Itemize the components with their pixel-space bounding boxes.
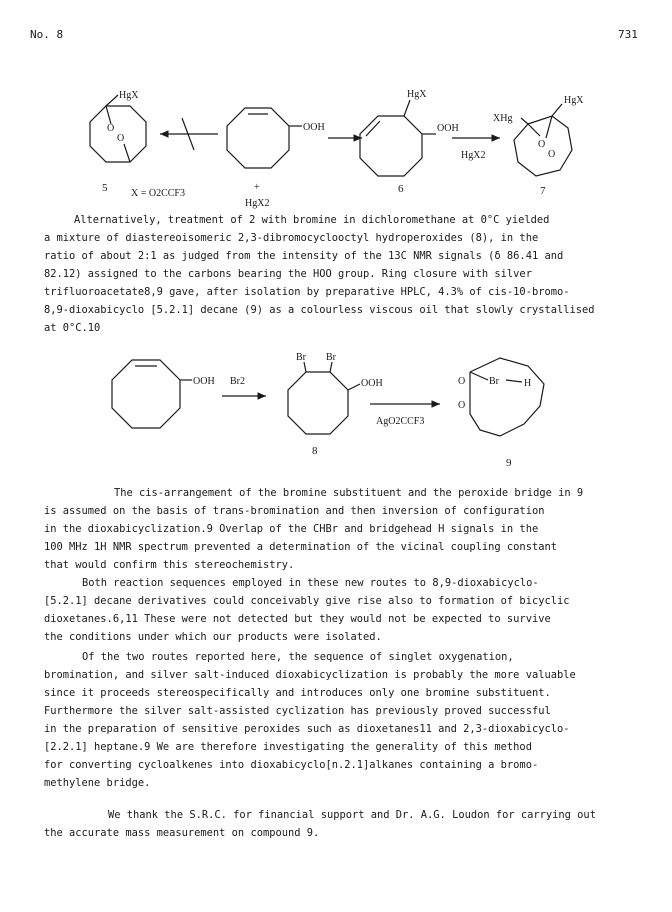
text-line: bromination, and silver salt-induced dioxabicyclization is probably the more valuable [44, 669, 576, 681]
compound-6-ooh-label: OOH [437, 123, 459, 134]
arrow-reagent-label: HgX2 [461, 150, 486, 161]
compound-8-ooh-label: OOH [361, 378, 383, 389]
text-line: Of the two routes reported here, the sequence of singlet oxygenation, [82, 651, 514, 663]
svg-text:O: O [538, 139, 546, 150]
mercury-salt-label: HgX2 [245, 198, 270, 209]
text-line: Both reaction sequences employed in these new routes to 8,9-dioxabicyclo- [82, 577, 539, 589]
compound-8-number: 8 [312, 445, 318, 457]
compound-7-xhg-label: XHg [493, 113, 513, 124]
text-line: in the preparation of sensitive peroxides such as dioxetanes11 and 2,3-dioxabicyclo- [44, 723, 570, 735]
svg-text:O: O [548, 149, 556, 160]
bromine-label-b: Br [326, 352, 336, 363]
svg-text:O: O [458, 400, 466, 411]
hydroperoxide-label: OOH [303, 122, 325, 133]
text-line: 8,9-dioxabicyclo [5.2.1] decane (9) as a colourless viscous oil that slowly crystallised [44, 304, 595, 316]
paragraph-acknowledgement [44, 806, 596, 842]
text-line: Alternatively, treatment of 2 with bromine in dichloromethane at 0°C yielded [74, 214, 550, 226]
x-definition: X = O2CCF3 [131, 188, 185, 199]
compound-5-number: 5 [102, 182, 108, 194]
scheme-1 [0, 0, 672, 240]
compound-6-number: 6 [398, 183, 404, 195]
text-line: 82.12) assigned to the carbons bearing the HOO group. Ring closure with silver [44, 268, 532, 280]
compound-9-br-label: Br [489, 376, 499, 387]
cyclooctenyl-hydroperoxide-structure [227, 108, 302, 168]
paragraph-conclusion [44, 648, 576, 792]
plus-sign: + [254, 182, 260, 193]
svg-text:O: O [107, 123, 115, 134]
bromine-label-a: Br [296, 352, 306, 363]
text-line: at 0°C.10 [44, 322, 101, 334]
silver-reagent-label: AgO2CCF3 [376, 416, 425, 427]
text-line: [2.2.1] heptane.9 We are therefore investigating the generality of this method [44, 741, 532, 753]
text-line: a mixture of diastereoisomeric 2,3-dibromocyclooctyl hydroperoxides (8), in the [44, 232, 539, 244]
compound-7-hgx-label: HgX [564, 95, 584, 106]
compound-5-hgx-label: HgX [119, 90, 139, 101]
text-line: since it proceeds stereospecifically and introduces only one bromine substituent. [44, 687, 551, 699]
paragraph-bromination [44, 211, 595, 337]
text-line: ratio of about 2:1 as judged from the intensity of the 13C NMR signals (δ 86.41 and [44, 250, 564, 262]
svg-text:O: O [117, 133, 125, 144]
compound-9-structure [458, 358, 544, 436]
sm-ooh-label: OOH [193, 376, 215, 387]
text-line: 100 MHz 1H NMR spectrum prevented a determination of the vicinal coupling constant [44, 541, 557, 553]
text-line: We thank the S.R.C. for financial support and Dr. A.G. Loudon for carrying out [108, 809, 596, 821]
text-line: [5.2.1] decane derivatives could conceivably give rise also to formation of bicyclic [44, 595, 570, 607]
compound-7-structure [514, 104, 572, 176]
text-line: dioxetanes.6,11 These were not detected but they would not be expected to survive [44, 613, 551, 625]
text-line: The cis-arrangement of the bromine substituent and the peroxide bridge in 9 [114, 487, 584, 499]
text-line: that would confirm this stereochemistry. [44, 559, 295, 571]
text-line: the conditions under which our products were isolated. [44, 631, 382, 643]
compound-8-structure [288, 362, 360, 434]
compound-9-number: 9 [506, 457, 512, 469]
text-line: Furthermore the silver salt-assisted cyclization has previously proved successful [44, 705, 551, 717]
scheme-2 [0, 340, 672, 470]
compound-5-structure [90, 95, 146, 162]
text-line: for converting cycloalkenes into dioxabicyclo[n.2.1]alkanes containing a bromo- [44, 759, 539, 771]
paragraph-dioxetanes [44, 574, 569, 646]
compound-6-structure [360, 100, 436, 176]
text-line: is assumed on the basis of trans-bromination and then inversion of configuration [44, 505, 545, 517]
text-line: trifluoroacetate8,9 gave, after isolation by preparative HPLC, 4.3% of cis-10-bromo- [44, 286, 570, 298]
cyclooctenyl-hydroperoxide-structure-2 [112, 360, 192, 428]
compound-6-hgx-label: HgX [407, 89, 427, 100]
compound-7-number: 7 [540, 185, 546, 197]
journal-issue: No. 8 [30, 28, 64, 41]
text-line: the accurate mass measurement on compound 9. [44, 827, 320, 839]
svg-text:O: O [458, 376, 466, 387]
compound-9-h-label: H [524, 378, 532, 389]
page-number: 731 [618, 28, 638, 41]
paragraph-stereochemistry [44, 484, 583, 574]
text-line: methylene bridge. [44, 777, 151, 789]
text-line: in the dioxabicyclization.9 Overlap of the CHBr and bridgehead H signals in the [44, 523, 539, 535]
bromine-reagent-label: Br2 [230, 376, 245, 387]
